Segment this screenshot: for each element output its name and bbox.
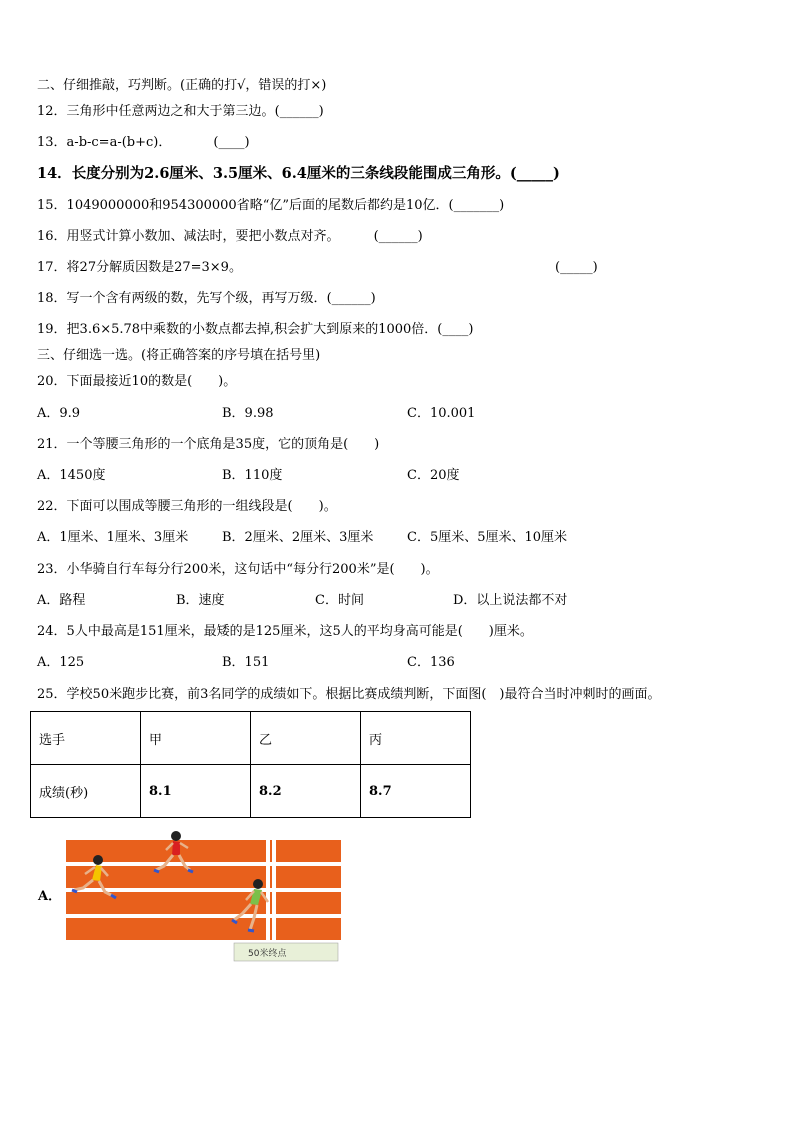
answer-blank[interactable]: (_____) bbox=[509, 165, 560, 182]
section-judge-title: 二、仔细推敲，巧判断。(正确的打√，错误的打×) bbox=[37, 78, 327, 93]
answer-blank[interactable]: (_______) bbox=[448, 198, 505, 213]
table-row bbox=[31, 765, 471, 818]
answer-blank[interactable]: (______) bbox=[274, 104, 324, 119]
judge-q17-blank[interactable]: (_____) bbox=[555, 260, 598, 275]
q-text: 一个等腰三角形的一个底角是35度，它的顶角是( ) bbox=[66, 437, 380, 452]
table-cell: 8.1 bbox=[141, 765, 251, 818]
judge-q12 bbox=[37, 103, 324, 121]
q-text: a-b-c=a-(b+c)． bbox=[66, 135, 172, 150]
option-a[interactable]: A．1450度 bbox=[37, 468, 106, 483]
choice-q24 bbox=[37, 623, 533, 641]
option-c[interactable]: C．20度 bbox=[407, 468, 460, 483]
answer-blank[interactable]: (____) bbox=[437, 322, 474, 337]
q-num: 16． bbox=[37, 229, 67, 244]
q-num: 20． bbox=[37, 374, 67, 389]
finish-line bbox=[266, 840, 270, 940]
choice-q22 bbox=[37, 498, 337, 516]
answer-blank[interactable]: (____) bbox=[213, 135, 250, 150]
table-cell: 乙 bbox=[251, 712, 361, 765]
option-c[interactable]: C．10.001 bbox=[407, 406, 476, 421]
option-a[interactable]: A．路程 bbox=[37, 593, 86, 608]
option-c[interactable]: C．5厘米、5厘米、10厘米 bbox=[407, 530, 568, 545]
q-text: 小华骑自行车每分行200米，这句话中“每分行200米”是( )。 bbox=[66, 562, 439, 577]
option-d[interactable]: D．以上说法都不对 bbox=[453, 593, 568, 608]
q-num: 19． bbox=[37, 322, 67, 337]
option-b[interactable]: B．9.98 bbox=[222, 406, 274, 421]
option-b[interactable]: B．151 bbox=[222, 655, 270, 670]
q-text: 三角形中任意两边之和大于第三边。 bbox=[66, 104, 275, 119]
judge-q14 bbox=[37, 165, 560, 183]
q-num: 21． bbox=[37, 437, 67, 452]
lane-line bbox=[66, 888, 341, 892]
option-a[interactable]: A．125 bbox=[37, 655, 85, 670]
finish-label: 50米终点 bbox=[248, 949, 287, 959]
q-num: 14． bbox=[37, 165, 72, 182]
q-num: 17． bbox=[37, 260, 67, 275]
choice-q25 bbox=[37, 686, 661, 704]
table-cell: 丙 bbox=[361, 712, 471, 765]
judge-q16 bbox=[37, 228, 423, 246]
q-text: 用竖式计算小数加、减法时，要把小数点对齐。 bbox=[66, 229, 340, 244]
option-c[interactable]: C．时间 bbox=[315, 593, 364, 608]
option-b[interactable]: B．速度 bbox=[176, 593, 225, 608]
table-cell: 甲 bbox=[141, 712, 251, 765]
running-track-figure[interactable] bbox=[66, 826, 341, 962]
score-table bbox=[30, 711, 471, 818]
finish-line bbox=[272, 840, 276, 940]
section-choice-title: 三、仔细选一选。(将正确答案的序号填在括号里) bbox=[37, 348, 321, 363]
q-num: 25． bbox=[37, 687, 67, 702]
judge-q13 bbox=[37, 134, 250, 152]
judge-q15 bbox=[37, 197, 504, 215]
q-text: 学校50米跑步比赛，前3名同学的成绩如下。根据比赛成绩判断，下面图( )最符合当时冲刺时的画面。 bbox=[66, 687, 661, 702]
judge-q17 bbox=[37, 259, 242, 277]
q-num: 15． bbox=[37, 198, 67, 213]
q-text: 长度分别为2.6厘米、3.5厘米、6.4厘米的三条线段能围成三角形。 bbox=[71, 165, 510, 182]
q-text: 将27分解质因数是27=3×9。 bbox=[66, 260, 242, 275]
answer-blank[interactable]: (______) bbox=[326, 291, 376, 306]
q-text: 5人中最高是151厘米，最矮的是125厘米，这5人的平均身高可能是( )厘米。 bbox=[66, 624, 533, 639]
table-row bbox=[31, 712, 471, 765]
judge-q19 bbox=[37, 321, 473, 339]
q-text: 1049000000和954300000省略“亿”后面的尾数后都约是10亿． bbox=[66, 198, 449, 213]
option-b[interactable]: B．110度 bbox=[222, 468, 283, 483]
answer-blank[interactable]: (______) bbox=[373, 229, 423, 244]
q-num: 24． bbox=[37, 624, 67, 639]
choice-q20 bbox=[37, 373, 236, 391]
choice-q23 bbox=[37, 561, 439, 579]
q-num: 12． bbox=[37, 104, 67, 119]
choice-q21 bbox=[37, 436, 379, 454]
figure-option-a-label[interactable]: A． bbox=[38, 889, 62, 904]
lane-line bbox=[66, 862, 341, 866]
q-num: 13． bbox=[37, 135, 67, 150]
q-text: 下面最接近10的数是( )。 bbox=[66, 374, 237, 389]
q-num: 22． bbox=[37, 499, 67, 514]
table-cell: 8.7 bbox=[361, 765, 471, 818]
q-text: 下面可以围成等腰三角形的一组线段是( )。 bbox=[66, 499, 337, 514]
table-cell: 选手 bbox=[31, 712, 141, 765]
judge-q18 bbox=[37, 290, 376, 308]
lane-line bbox=[66, 914, 341, 918]
q-num: 23． bbox=[37, 562, 67, 577]
table-cell: 成绩(秒) bbox=[31, 765, 141, 818]
option-a[interactable]: A．1厘米、1厘米、3厘米 bbox=[37, 530, 189, 545]
option-a[interactable]: A．9.9 bbox=[37, 406, 81, 421]
option-b[interactable]: B．2厘米、2厘米、3厘米 bbox=[222, 530, 374, 545]
option-c[interactable]: C．136 bbox=[407, 655, 455, 670]
q-text: 把3.6×5.78中乘数的小数点都去掉,积会扩大到原来的1000倍． bbox=[66, 322, 438, 337]
q-text: 写一个含有两级的数，先写个级，再写万级． bbox=[66, 291, 327, 306]
table-cell: 8.2 bbox=[251, 765, 361, 818]
q-num: 18． bbox=[37, 291, 67, 306]
